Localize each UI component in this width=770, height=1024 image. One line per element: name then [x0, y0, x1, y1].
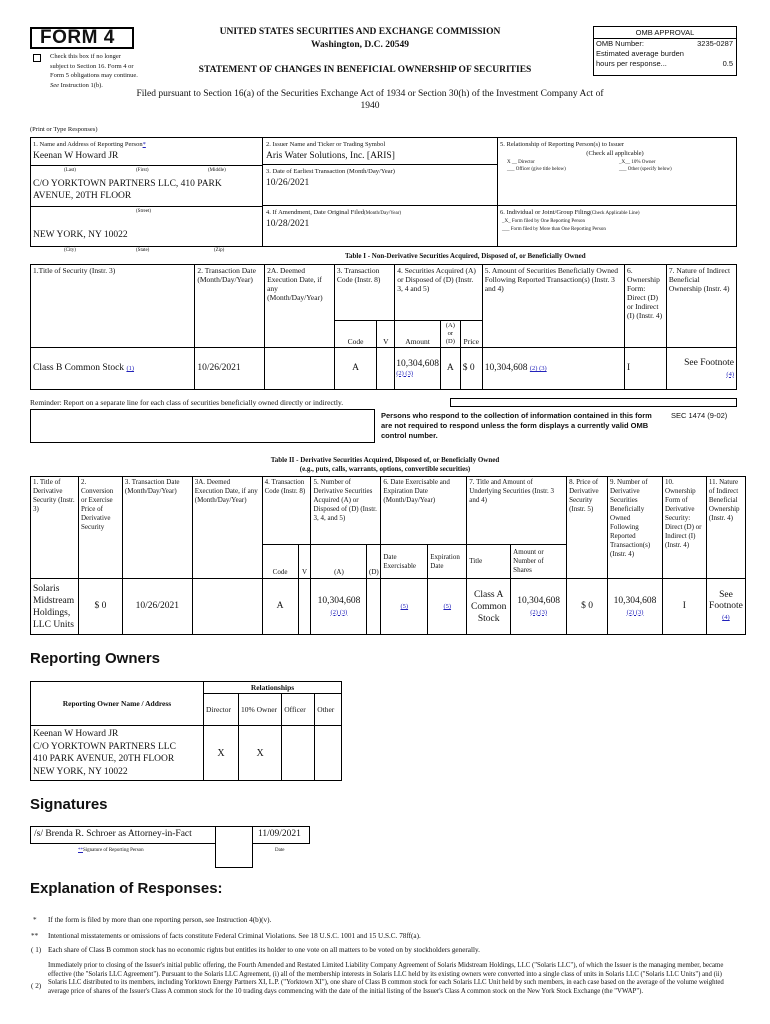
- t2-row-deemed: [192, 579, 262, 635]
- t2-row-u-title: Class A Common Stock: [467, 579, 511, 635]
- issuer-label: 2. Issuer Name and Ticker or Trading Symbol: [266, 141, 386, 148]
- amendment-label-sub: (Month/Day/Year): [364, 211, 402, 216]
- t1-row-nature-text: See Footnote: [684, 357, 734, 368]
- t2-row-nature: [706, 579, 745, 635]
- ro-owner-addr3: NEW YORK, NY 10022: [33, 766, 128, 777]
- t2-h-code: 4. Transaction Code (Instr. 8): [262, 477, 311, 545]
- filed-pursuant: Filed pursuant to Section 16(a) of the Securities Exchange Act of 1934 or Section 30(h) of the Investment Company Act of 1940: [136, 89, 604, 111]
- t2-h-title: 1. Title of Derivative Security (Instr. 3): [31, 477, 79, 579]
- t1-h-form: 6. Ownership Form: Direct (D) or Indirect (I) (Instr. 4): [624, 265, 666, 348]
- t2-row-title: Solaris Midstream Holdings, LLC Units: [31, 579, 79, 635]
- t2-h-form: 10. Ownership Form of Derivative Security: Direct (D) or Indirect (I) (Instr. 4): [662, 477, 706, 579]
- omb-hours-label: hours per response...: [596, 59, 667, 68]
- omb-hours-value: 0.5: [722, 59, 733, 68]
- omb-number-value: 3235-0287: [697, 39, 733, 48]
- explanation-mark-1: **: [31, 932, 39, 940]
- t2-row-u-amount: [511, 579, 567, 635]
- t1-sub-price: Price: [460, 321, 482, 348]
- sec-number-box: [450, 398, 737, 407]
- last-label: (Last): [64, 168, 76, 173]
- statement-title: STATEMENT OF CHANGES IN BENEFICIAL OWNERSHIP OF SECURITIES: [198, 65, 532, 75]
- ro-other-mark: [315, 726, 342, 781]
- t1-h-code: 3. Transaction Code (Instr. 8): [334, 265, 394, 321]
- print-or-type: (Print or Type Responses): [30, 126, 98, 133]
- ro-col-officer: Officer: [282, 694, 315, 726]
- t2-row-date: 10/26/2021: [122, 579, 192, 635]
- relationship-label: 5. Relationship of Reporting Person(s) to Issuer: [500, 141, 625, 148]
- t2-h-number: 5. Number of Derivative Securities Acquired (A) or Disposed of (D) (Instr. 3, 4, and 5): [311, 477, 381, 545]
- t2-h-exercisable: 6. Date Exercisable and Expiration Date (Month/Day/Year): [381, 477, 467, 545]
- t1-h-owned: 5. Amount of Securities Beneficially Owned Following Reported Transaction(s) (Instr. 3 and 4): [482, 265, 624, 348]
- t1-row-v: [377, 348, 395, 390]
- table2-title: Table II - Derivative Securities Acquired, Disposed of, or Beneficially Owned: [270, 456, 500, 464]
- city-label: (City): [64, 248, 76, 253]
- t2-row-owned: [608, 579, 663, 635]
- group-filing-label-text: 6. Individual or Joint/Group Filing: [500, 209, 591, 216]
- ro-officer-mark: [282, 726, 315, 781]
- relationship-director[interactable]: X __ Director: [507, 160, 535, 165]
- ro-col-other: Other: [315, 694, 342, 726]
- t2-row-a-value: 10,304,608: [317, 595, 361, 606]
- ro-ten-pct-mark: X: [239, 726, 282, 781]
- ro-director-mark: X: [204, 726, 239, 781]
- reporting-person-asterisk[interactable]: *: [142, 141, 146, 148]
- check-box-text-main: Check this box if no longer subject to Section 16. Form 4 or Form 5 obligations may continue.: [50, 53, 138, 79]
- t2-row-d: [367, 579, 381, 635]
- relationship-ten-pct[interactable]: _X__ 10% Owner: [619, 160, 656, 165]
- signature-gap-box: [215, 826, 253, 868]
- t2-row-code: A: [262, 579, 298, 635]
- group-filing-label: [500, 209, 640, 216]
- t2-h-owned: 9. Number of Derivative Securities Beneficially Owned Following Reported Transaction(s) (Instr. 4): [608, 477, 663, 579]
- middle-label: (Middle): [208, 168, 226, 173]
- no-longer-subject-checkbox[interactable]: [33, 54, 41, 62]
- t2-sub-amount: Amount or Number of Shares: [511, 545, 567, 579]
- check-box-text: [50, 52, 138, 90]
- signature-signer: /s/ Brenda R. Schroer as Attorney-in-Fact: [34, 829, 192, 839]
- t2-sub-code: Code: [262, 545, 298, 579]
- explanation-text-3: Immediately prior to closing of the Issuer's initial public offering, the Fourth Amended and Restated Limited Liability Company Agreement of Solaris Midstream Holdings, LLC ("Solaris LLC"), of which the Issuer is the managing member, became effective (the "Solaris LLC Agreement"). Pursuant to the Solaris LLC Agreement, (i) all of the membership interests in Solaris LLC held by its existing owners were converted into a single class of units in Solaris LLC ("Solaris LLC Units") and (ii) Solaris LLC distributed to its members, including Yorktown Energy Partners XI, L.P. ("Yorktown XI"), one share of Class B common stock for each Solaris LLC Unit held by such members, in each case based on the average of the volume weighted average price of shares of the Issuer's Class A common stock for the 10 trading days commencing with the date of the initial listing of the Issuer's Class A common stock on the New York Stock Exchange (the "VWAP").: [48, 962, 724, 995]
- omb-number-label: OMB Number:: [596, 39, 644, 48]
- t2-row-expiration: [428, 579, 467, 635]
- t2-row-price: $ 0: [78, 579, 122, 635]
- reporting-person-address: C/O YORKTOWN PARTNERS LLC, 410 PARK AVENUE, 20TH FLOOR: [33, 179, 222, 201]
- explanation-mark-3: ( 2): [31, 982, 42, 990]
- t2-sub-d: (D): [367, 545, 381, 579]
- table-row: [31, 726, 342, 781]
- explanation-text-0: If the form is filed by more than one reporting person, see Instruction 4(b)(v).: [48, 916, 272, 924]
- group-filing-label-sub: (Check Applicable Line): [590, 211, 640, 216]
- t2-row-expiration-fn[interactable]: (5): [443, 603, 452, 610]
- t1-row-owned-value: 10,304,608: [484, 363, 528, 373]
- divider-name: [30, 165, 263, 166]
- t1-sub-code: Code: [334, 321, 377, 348]
- signature-date-label: Date: [275, 848, 285, 853]
- t2-h-underlying: 7. Title and Amount of Underlying Securities (Instr. 3 and 4): [467, 477, 567, 545]
- group-filing-line2[interactable]: ___ Form filed by More than One Reporting Person: [502, 227, 606, 232]
- explanation-text-1: Intentional misstatements or omissions of facts constitute Federal Criminal Violations. See 18 U.S.C. 1001 and 15 U.S.C. 78ff(a).: [48, 932, 421, 940]
- ro-owner: [31, 726, 204, 781]
- reporting-person-name: Keenan W Howard JR: [33, 151, 119, 161]
- ro-relationships: Relationships: [204, 682, 342, 694]
- divider-street: [30, 206, 263, 207]
- table-derivative: [30, 476, 746, 635]
- t1-row-nature-fn[interactable]: (4): [726, 370, 734, 378]
- t1-sub-v: V: [377, 321, 395, 348]
- t2-row-v: [298, 579, 311, 635]
- t1-sub-amount: Amount: [395, 321, 441, 348]
- t2-sub-expiration: Expiration Date: [428, 545, 467, 579]
- t2-h-nature: 11. Nature of Indirect Beneficial Ownership (Instr. 4): [706, 477, 745, 579]
- ro-owner-addr2: 410 PARK AVENUE, 20TH FLOOR: [33, 754, 175, 764]
- t2-row-d-price: $ 0: [567, 579, 608, 635]
- sec-number: SEC 1474 (9-02): [671, 411, 728, 420]
- t1-h-title: 1.Title of Security (Instr. 3): [31, 265, 195, 348]
- reporting-person-city: NEW YORK, NY 10022: [33, 230, 128, 240]
- omb-header: OMB APPROVAL: [594, 27, 736, 39]
- signature-date: 11/09/2021: [258, 829, 301, 839]
- t1-sub-aord: (A) or (D): [440, 321, 460, 348]
- t1-row-owned: [482, 348, 624, 390]
- t1-row-aord: A: [440, 348, 460, 390]
- earliest-txn-label: 3. Date of Earliest Transaction (Month/Day/Year): [266, 168, 395, 175]
- t1-h-deemed: 2A. Deemed Execution Date, if any (Month/Day/Year): [265, 265, 335, 348]
- t2-row-owned-fn[interactable]: (2) (3): [626, 608, 644, 616]
- reminder: Reminder: Report on a separate line for each class of securities beneficially owned directly or indirectly.: [30, 398, 344, 407]
- t2-h-price: 8. Price of Derivative Security (Instr. 5): [567, 477, 608, 579]
- first-label: (First): [136, 168, 149, 173]
- t2-row-u-amount-value: 10,304,608: [517, 595, 560, 606]
- t1-row-amount-value: 10,304,608: [396, 358, 439, 369]
- t1-row-deemed: [265, 348, 335, 390]
- t2-h-deemed: 3A. Deemed Execution Date, if any (Month/Day/Year): [192, 477, 262, 579]
- table1-title: Table I - Non-Derivative Securities Acquired, Disposed of, or Beneficially Owned: [345, 252, 586, 260]
- relationship-check-all: (Check all applicable): [586, 150, 644, 157]
- t1-row-code: A: [334, 348, 377, 390]
- t1-row-amount-fn[interactable]: (2) (3): [396, 369, 413, 377]
- explanation-heading: Explanation of Responses:: [30, 880, 223, 897]
- signature-label-text: Signature of Reporting Person: [83, 848, 144, 853]
- t2-sub-title: Title: [467, 545, 511, 579]
- t1-h-nature: 7. Nature of Indirect Beneficial Ownership (Instr. 4): [666, 265, 736, 348]
- t1-h-date: 2. Transaction Date (Month/Day/Year): [195, 265, 265, 348]
- t2-sub-exercisable: Date Exercisable: [381, 545, 428, 579]
- t2-row-owned-value: 10,304,608: [613, 595, 657, 606]
- relationship-officer[interactable]: ___ Officer (give title below): [507, 167, 566, 172]
- signature-label: [78, 848, 144, 853]
- ro-owner-addr1: C/O YORKTOWN PARTNERS LLC: [33, 741, 176, 752]
- t1-row-nature: [666, 348, 736, 390]
- group-filing-line1[interactable]: _X_ Form filed by One Reporting Person: [502, 219, 586, 224]
- omb-burden-label: Estimated average burden: [596, 49, 684, 58]
- t2-row-nature-text: See Footnote: [709, 590, 743, 611]
- t2-row-a: [311, 579, 367, 635]
- signatures-heading: Signatures: [30, 796, 108, 813]
- earliest-txn-value: 10/26/2021: [266, 178, 310, 188]
- table-row: [31, 579, 746, 635]
- t2-row-exercisable-fn[interactable]: (5): [400, 603, 409, 610]
- issuer-value: Aris Water Solutions, Inc. [ARIS]: [266, 151, 395, 161]
- ro-col-name: Reporting Owner Name / Address: [31, 682, 204, 726]
- t2-sub-a: (A): [311, 545, 367, 579]
- omb-approval-box: [593, 26, 737, 76]
- explanation-mark-2: ( 1): [31, 946, 42, 954]
- t2-h-conversion: 2. Conversion or Exercise Price of Derivative Security: [78, 477, 122, 579]
- reporting-person-label: [33, 141, 146, 148]
- check-box-instruction: Instruction 1(b).: [60, 81, 103, 89]
- signature-asterisk[interactable]: **: [78, 848, 83, 853]
- persons-respond: Persons who respond to the collection of information contained in this form are not required to respond unless the form displays a currently valid OMB control number.: [381, 411, 652, 440]
- t2-row-exercisable: [381, 579, 428, 635]
- table2-subtitle: (e.g., puts, calls, warrants, options, convertible securities): [299, 465, 471, 473]
- t1-row-price: $ 0: [460, 348, 482, 390]
- t1-row-title: [31, 348, 195, 390]
- amendment-label: [266, 209, 401, 216]
- explanation-text-2: Each share of Class B common stock has no economic rights but entitles its holder to one vote on all matters to be voted on by stockholders generally.: [48, 946, 480, 954]
- agency-line-1: UNITED STATES SECURITIES AND EXCHANGE COMMISSION: [219, 27, 501, 37]
- t2-row-a-fn[interactable]: (2) (3): [330, 608, 348, 616]
- form-title: FORM 4: [40, 27, 115, 48]
- t2-sub-v: V: [298, 545, 311, 579]
- table-non-derivative: [30, 264, 737, 390]
- t1-h-acquired: 4. Securities Acquired (A) or Disposed of (D) (Instr. 3, 4 and 5): [395, 265, 483, 321]
- t1-row-title-text: Class B Common Stock: [33, 363, 125, 373]
- agency-line-2: Washington, D.C. 20549: [311, 40, 409, 50]
- explanation-mark-0: *: [33, 916, 37, 924]
- reporting-owners-table: [30, 681, 342, 781]
- t2-row-u-amount-fn[interactable]: (2) (3): [530, 608, 548, 616]
- t1-row-owned-fn[interactable]: (2) (3): [529, 365, 547, 372]
- t1-row-title-fn[interactable]: (1): [126, 365, 135, 372]
- ro-owner-name: Keenan W Howard JR: [33, 729, 119, 739]
- ro-col-ten-pct: 10% Owner: [239, 694, 282, 726]
- reminder-box-left: [30, 409, 375, 443]
- zip-label: (Zip): [214, 248, 225, 253]
- amendment-label-text: 4. If Amendment, Date Original Filed: [266, 209, 365, 216]
- t2-h-date: 3. Transaction Date (Month/Day/Year): [122, 477, 192, 579]
- relationship-other[interactable]: ___ Other (specify below): [619, 167, 672, 172]
- t1-row-amount: [395, 348, 441, 390]
- t1-row-form: I: [624, 348, 666, 390]
- amendment-value: 10/28/2021: [266, 219, 310, 229]
- t1-row-date: 10/26/2021: [195, 348, 265, 390]
- check-box-see: See: [50, 81, 60, 89]
- street-label: (Street): [136, 209, 151, 214]
- ro-col-director: Director: [204, 694, 239, 726]
- state-label: (State): [136, 248, 150, 253]
- reporting-owners-heading: Reporting Owners: [30, 650, 161, 667]
- t2-row-nature-fn[interactable]: (4): [722, 614, 730, 621]
- t2-row-form: I: [662, 579, 706, 635]
- reporting-person-label-text: 1. Name and Address of Reporting Person: [33, 141, 143, 148]
- table-row: [31, 348, 737, 390]
